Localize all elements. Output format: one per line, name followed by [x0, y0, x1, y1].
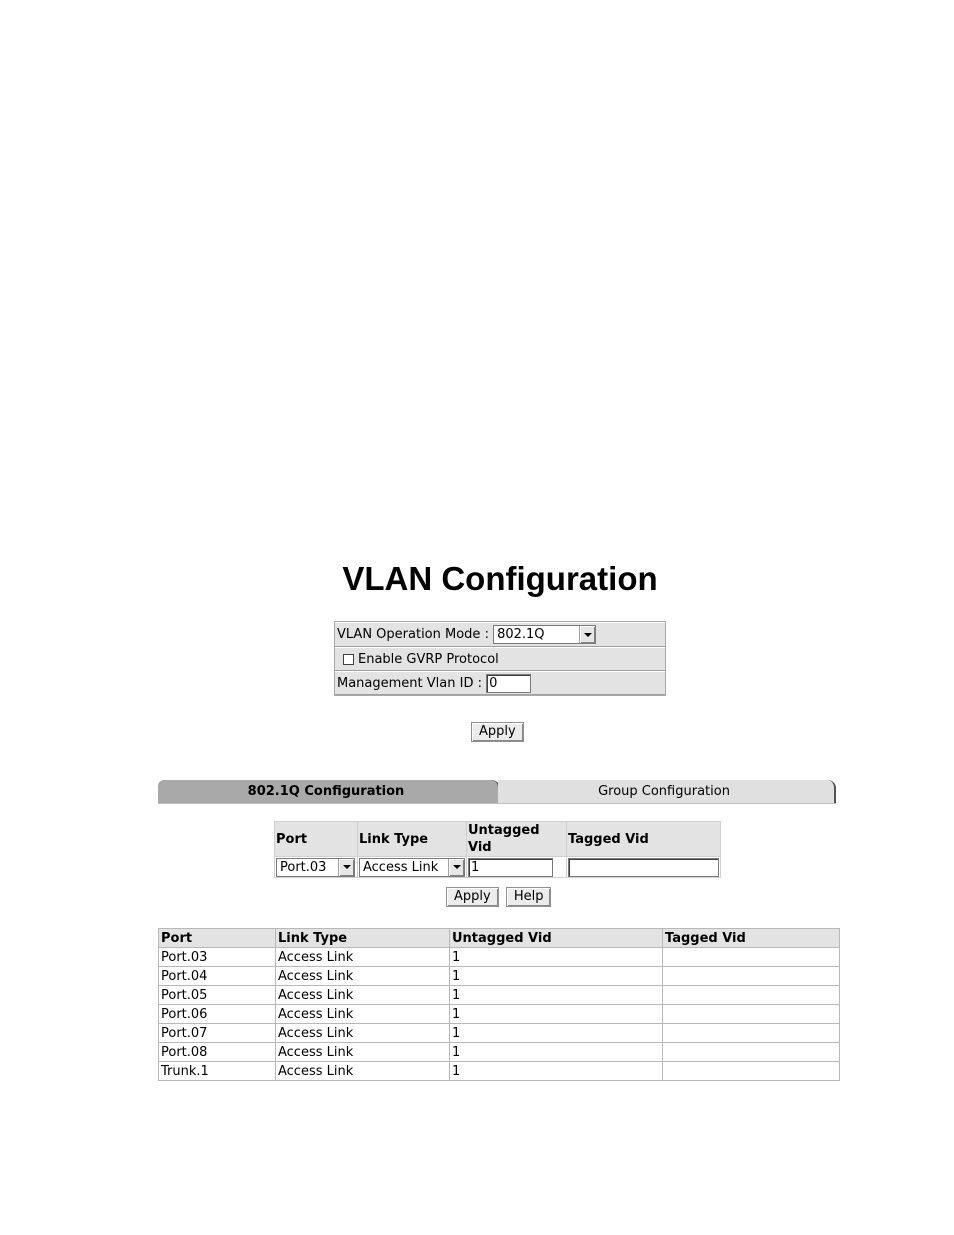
- table-cell: Port.05: [159, 986, 276, 1005]
- list-header-row: [159, 929, 840, 948]
- table-cell: [663, 1005, 840, 1024]
- column-header: Port: [275, 822, 358, 857]
- operation-mode-row: [335, 622, 665, 647]
- tab-divider: [158, 803, 836, 804]
- column-header: Untagged Vid: [467, 822, 567, 857]
- table-cell: Access Link: [276, 967, 450, 986]
- table-row[interactable]: [159, 948, 840, 967]
- list-body: [159, 948, 840, 1081]
- page-title: VLAN Configuration: [342, 560, 658, 597]
- column-header: Untagged Vid: [450, 929, 663, 948]
- tab-edge: [826, 780, 836, 803]
- column-header: Tagged Vid: [663, 929, 840, 948]
- table-cell: Port.04: [159, 967, 276, 986]
- dropdown-arrow-icon[interactable]: [338, 859, 354, 876]
- edit-header-row: [275, 822, 721, 857]
- untagged-vid-input[interactable]: 1: [468, 858, 553, 877]
- table-cell: Port.03: [159, 948, 276, 967]
- apply-port-button[interactable]: Apply: [446, 887, 499, 907]
- table-cell: [663, 967, 840, 986]
- column-header: Link Type: [358, 822, 467, 857]
- table-row[interactable]: [159, 1062, 840, 1081]
- table-cell: 1: [450, 1062, 663, 1081]
- table-cell: 1: [450, 986, 663, 1005]
- table-row[interactable]: [159, 986, 840, 1005]
- port-edit-table: [274, 821, 721, 878]
- port-select-value: Port.03: [280, 859, 327, 875]
- operation-mode-value: 802.1Q: [497, 627, 545, 642]
- vlan-settings-panel: [334, 621, 666, 696]
- table-cell: Access Link: [276, 948, 450, 967]
- table-cell: Port.06: [159, 1005, 276, 1024]
- table-cell: 1: [450, 948, 663, 967]
- link-type-select[interactable]: [359, 858, 465, 877]
- table-cell: [663, 1043, 840, 1062]
- dropdown-arrow-icon[interactable]: [448, 859, 464, 876]
- table-cell: [663, 986, 840, 1005]
- table-cell: Access Link: [276, 1043, 450, 1062]
- table-cell: [663, 1024, 840, 1043]
- column-header: Tagged Vid: [567, 822, 721, 857]
- table-cell: Trunk.1: [159, 1062, 276, 1081]
- table-cell: Access Link: [276, 1005, 450, 1024]
- port-select[interactable]: [276, 858, 355, 877]
- operation-mode-label: VLAN Operation Mode :: [337, 627, 494, 642]
- table-cell: Port.08: [159, 1043, 276, 1062]
- table-cell: 1: [450, 1005, 663, 1024]
- table-cell: Access Link: [276, 1062, 450, 1081]
- apply-button[interactable]: Apply: [471, 722, 524, 742]
- table-cell: 1: [450, 1043, 663, 1062]
- column-header: Port: [159, 929, 276, 948]
- dropdown-arrow-icon[interactable]: [579, 626, 595, 643]
- management-vlan-row: [335, 671, 665, 695]
- table-row[interactable]: [159, 1024, 840, 1043]
- gvrp-row: [335, 647, 665, 671]
- vlan-port-list-table: [158, 928, 840, 1081]
- table-cell: 1: [450, 1024, 663, 1043]
- table-row[interactable]: [159, 1005, 840, 1024]
- management-vlan-input[interactable]: 0: [486, 674, 531, 693]
- table-cell: [663, 1062, 840, 1081]
- tagged-vid-input[interactable]: [568, 858, 719, 877]
- table-cell: 1: [450, 967, 663, 986]
- tab-8021q-configuration[interactable]: 802.1Q Configuration: [158, 780, 494, 803]
- table-row[interactable]: [159, 1043, 840, 1062]
- operation-mode-select[interactable]: [493, 625, 596, 644]
- table-cell: Access Link: [276, 1024, 450, 1043]
- column-header: Link Type: [276, 929, 450, 948]
- link-type-select-value: Access Link: [363, 859, 439, 875]
- edit-input-row: [275, 857, 721, 878]
- gvrp-label: Enable GVRP Protocol: [358, 651, 499, 667]
- table-row[interactable]: [159, 967, 840, 986]
- table-cell: [663, 948, 840, 967]
- tab-group-configuration[interactable]: Group Configuration: [498, 780, 830, 803]
- help-button[interactable]: Help: [506, 887, 552, 907]
- table-cell: Access Link: [276, 986, 450, 1005]
- gvrp-checkbox[interactable]: [343, 654, 354, 665]
- table-cell: Port.07: [159, 1024, 276, 1043]
- management-vlan-label: Management Vlan ID :: [337, 675, 487, 691]
